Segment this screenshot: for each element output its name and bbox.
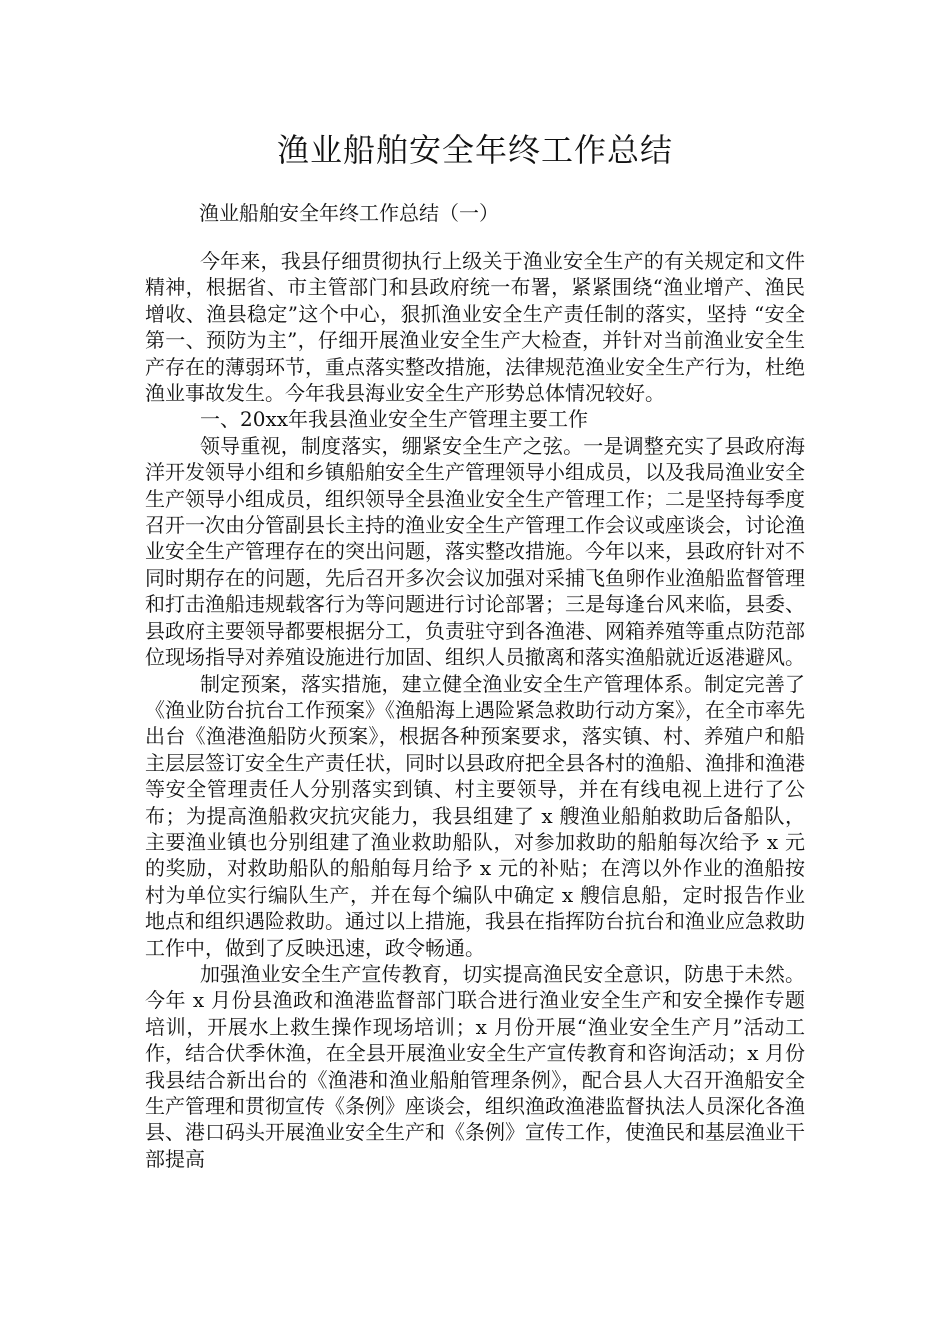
document-body: [145, 248, 805, 1172]
paragraph-intro: 今年来，我县仔细贯彻执行上级关于渔业安全生产的有关规定和文件精神，根据省、市主管部门和县政府统一布署，紧紧围绕“渔业增产、渔民增收、渔县稳定”这个中心，狠抓渔业安全生产责任制的落实，坚持 “安全第一、预防为主”，仔细开展渔业安全生产大检查，并针对当前渔业安全生产存在的薄弱环节，重点落实整改措施，法律规范渔业安全生产行为，杜绝渔业事故发生。今年我县海业安全生产形势总体情况较好。: [145, 249, 805, 406]
document-subtitle: 渔业船舶安全年终工作总结（一）: [199, 201, 499, 225]
paragraph-safety-education: 加强渔业安全生产宣传教育，切实提高渔民安全意识，防患于未然。今年 x 月份县渔政和渔港监督部门联合进行渔业安全生产和安全操作专题培训，开展水上救生操作现场培训；x 月份开展“渔业安全生产月”活动工作，结合伏季休渔，在全县开展渔业安全生产宣传教育和咨询活动；x 月份我县结合新出台的《渔港和渔业船舶管理条例》，配合县人大召开渔船安全生产管理和贯彻宣传《条例》座谈会，组织渔政渔港监督执法人员深化各渔县、港口码头开展渔业安全生产和《条例》宣传工作，使渔民和基层渔业干部提高: [145, 961, 805, 1171]
document-title: 渔业船舶安全年终工作总结: [276, 131, 673, 169]
paragraph-leadership: 领导重视，制度落实，绷紧安全生产之弦。一是调整充实了县政府海洋开发领导小组和乡镇船舶安全生产管理领导小组成员，以及我局渔业安全生产领导小组成员，组织领导全县渔业安全生产管理工作；二是坚持每季度召开一次由分管副县长主持的渔业安全生产管理工作会议或座谈会，讨论渔业安全生产管理存在的突出问题，落实整改措施。今年以来，县政府针对不同时期存在的问题，先后召开多次会议加强对采捕飞鱼卵作业渔船监督管理和打击渔船违规载客行为等问题进行讨论部署；三是每逢台风来临，县委、县政府主要领导都要根据分工，负责驻守到各渔港、网箱养殖等重点防范部位现场指导对养殖设施进行加固、组织人员撤离和落实渔船就近返港避风。: [145, 433, 805, 670]
paragraph-contingency-plans: 制定预案，落实措施，建立健全渔业安全生产管理体系。制定完善了《渔业防台抗台工作预案》《渔船海上遇险紧急救助行动方案》，在全市率先出台《渔港渔船防火预案》，根据各种预案要求，落实镇、村、养殖户和船主层层签订安全生产责任状，同时以县政府把全县各村的渔船、渔排和渔港等安全管理责任人分别落实到镇、村主要领导，并在有线电视上进行了公布；为提高渔船救灾抗灾能力，我县组建了 x 艘渔业船舶救助后备船队，主要渔业镇也分别组建了渔业救助船队，对参加救助的船舶每次给予 x 元的奖励，对救助船队的船舶每月给予 x 元的补贴；在湾以外作业的渔船按村为单位实行编队生产，并在每个编队中确定 x 艘信息船，定时报告作业地点和组织遇险救助。通过以上措施，我县在指挥防台抗台和渔业应急救助工作中，做到了反映迅速，政令畅通。: [145, 671, 805, 960]
section-heading: 一、20xx年我县渔业安全生产管理主要工作: [200, 407, 589, 432]
